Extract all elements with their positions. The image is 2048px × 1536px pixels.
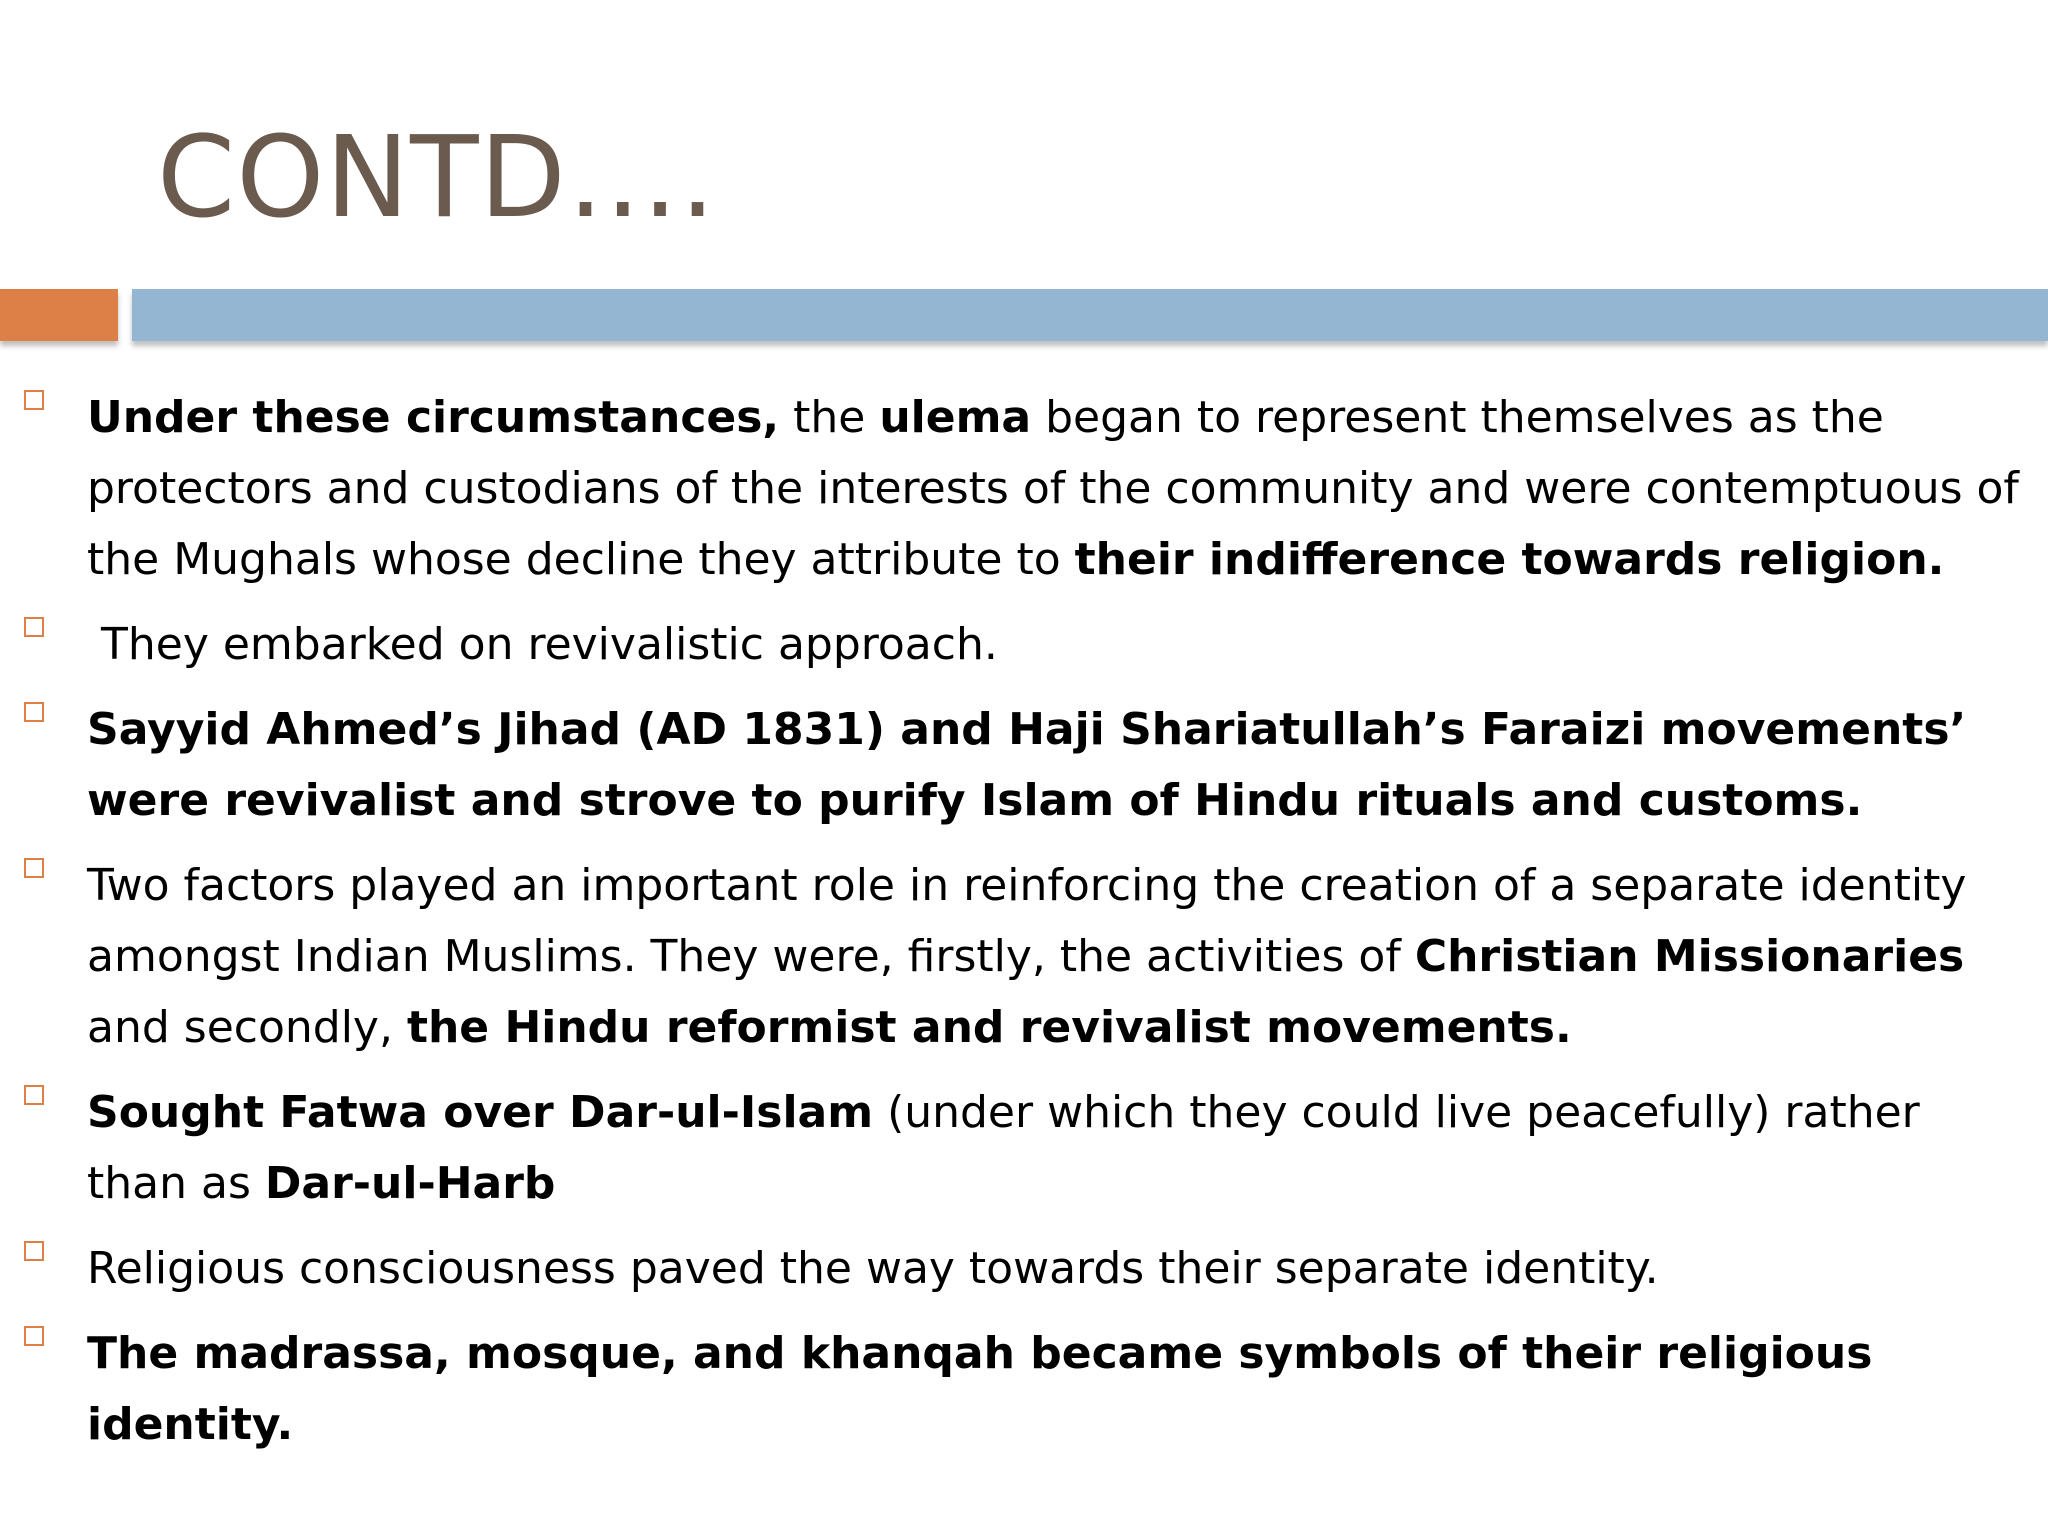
bullet-text-bold: their indifference towards religion. [1074,534,1945,585]
bullet-text-bold: Christian Missionaries [1414,931,1965,982]
slide-title: CONTD…. [157,113,717,243]
title-accent-bar-orange [0,289,118,341]
bullet-text: (under which they could live peacefully) rather than as [87,1087,1920,1209]
bullet-text-bold: The madrassa, mosque, and khanqah became symbols of their religious identity. [87,1328,1873,1450]
bullet-item-religious-consciousness [0,1233,2048,1304]
bullet-text-bold: ulema [879,392,1032,443]
title-accent-bar-blue [132,289,2048,341]
bullet-text-bold: Under these circumstances, [87,392,780,443]
bullet-text: began to represent themselves as the protectors and custodians of the interests of the community and were contemptuous of the Mughals whose decline they attribute to [87,392,2019,585]
bullet-item-jihad-faraizi [0,694,2048,836]
hollow-square-bullet-icon [24,1326,44,1346]
hollow-square-bullet-icon [24,1241,44,1261]
hollow-square-bullet-icon [24,617,44,637]
bullet-text-bold: Sayyid Ahmed’s Jihad (AD 1831) and Haji Shariatullah’s Faraizi movements’ were revivalist and strove to purify Islam of Hindu rituals and customs. [87,704,1967,826]
bullet-text-bold: Sought Fatwa over Dar-ul-Islam [87,1087,874,1138]
hollow-square-bullet-icon [24,1085,44,1105]
bullet-text: and secondly, [87,1002,407,1053]
bullet-text-bold: Dar-ul-Harb [264,1158,556,1209]
hollow-square-bullet-icon [24,702,44,722]
bullet-item-ulema [0,382,2048,595]
bullet-item-symbols [0,1318,2048,1460]
bullet-list [0,382,2048,1474]
bullet-item-fatwa [0,1077,2048,1219]
bullet-text-bold: the Hindu reformist and revivalist movements. [406,1002,1572,1053]
bullet-text: the [779,392,880,443]
bullet-text: Two factors played an important role in reinforcing the creation of a separate identity amongst Indian Muslims. They were, firstly, the activities of [87,860,1967,982]
bullet-item-revivalistic-approach [0,609,2048,680]
hollow-square-bullet-icon [24,390,44,410]
bullet-text: They embarked on revivalistic approach. [87,619,998,670]
bullet-item-two-factors [0,850,2048,1063]
hollow-square-bullet-icon [24,858,44,878]
bullet-text: Religious consciousness paved the way towards their separate identity. [87,1243,1659,1294]
